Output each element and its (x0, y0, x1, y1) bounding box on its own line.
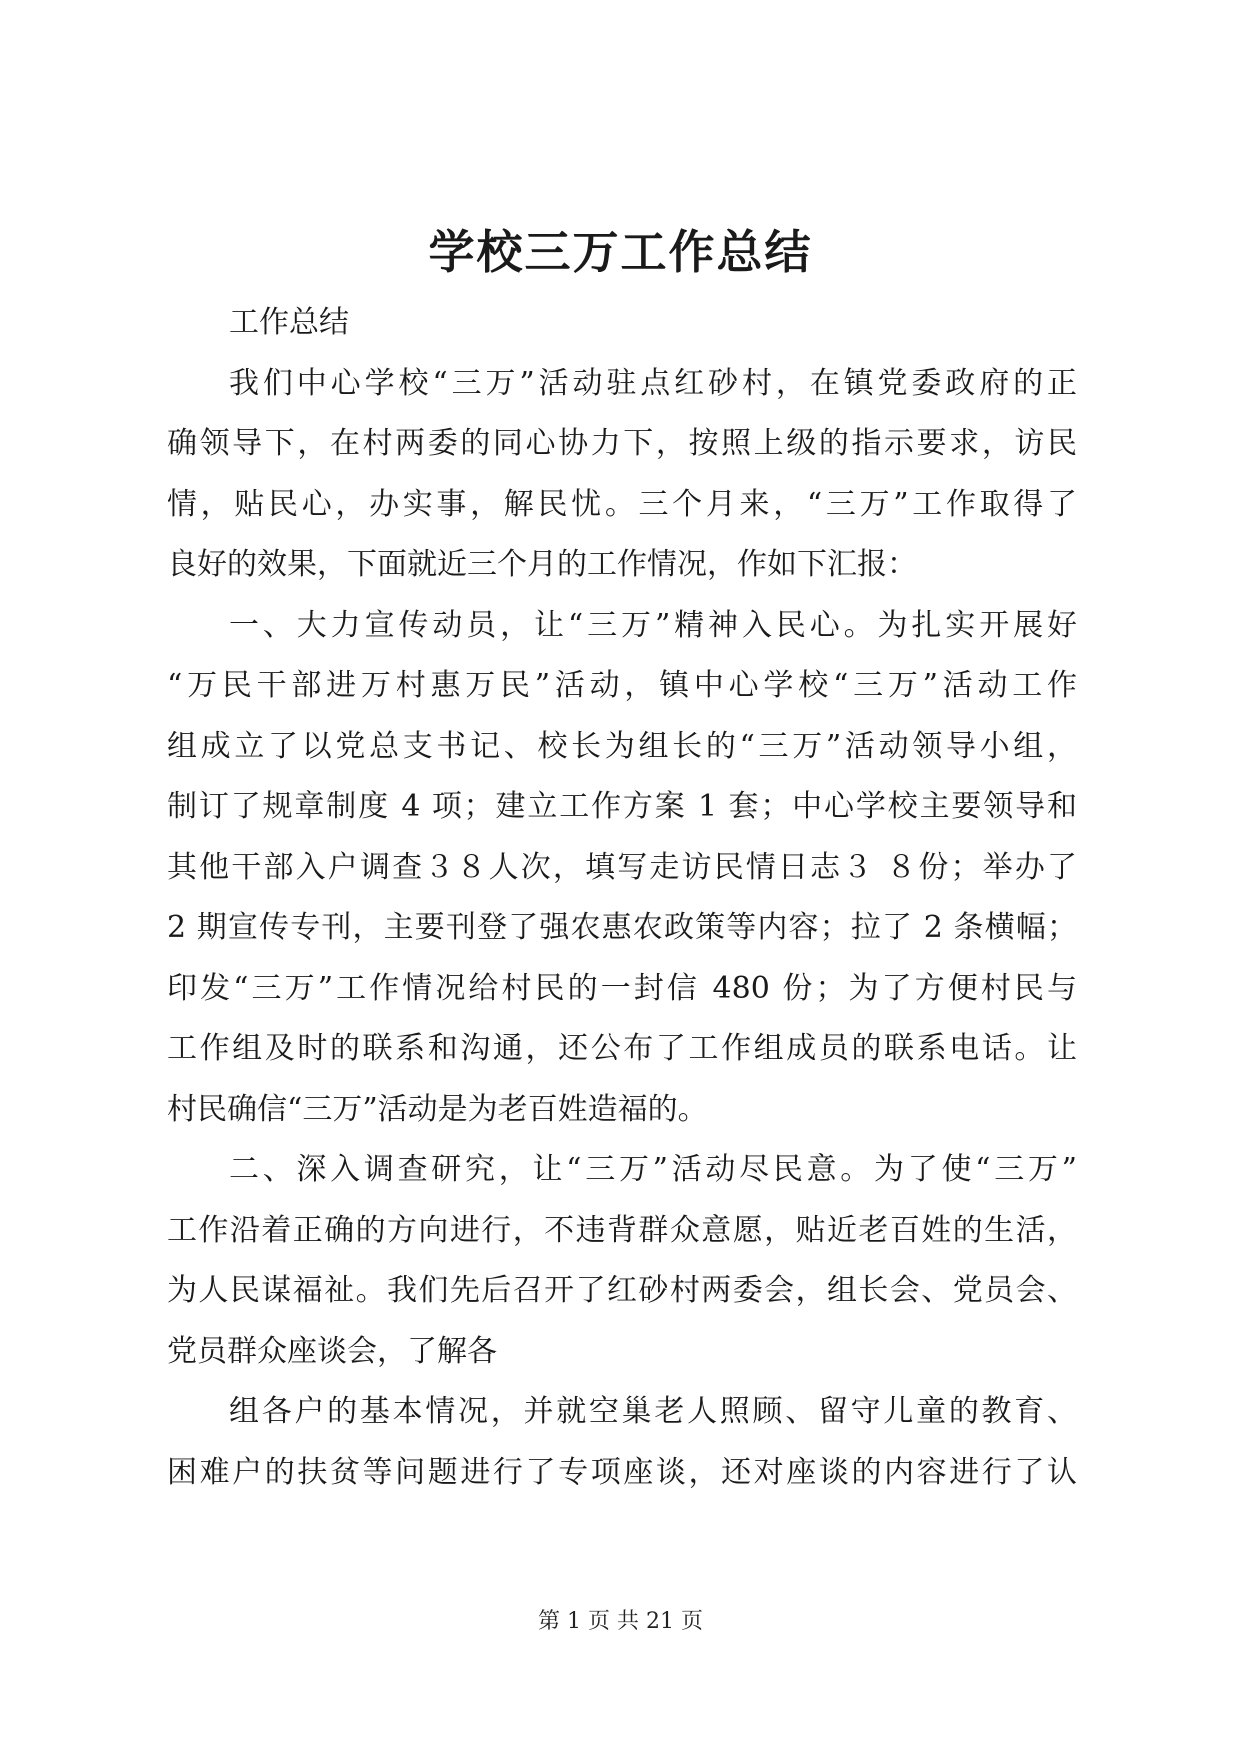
paragraph-line: 印发“三万”工作情况给村民的一封信 480 份；为了方便村民与 (167, 970, 1077, 1006)
document-body (167, 293, 1077, 1503)
paragraph-line: 工作沿着正确的方向进行，不违背群众意愿，贴近老百姓的生活， (167, 1212, 1077, 1248)
paragraph-line: “万民干部进万村惠万民”活动，镇中心学校“三万”活动工作 (167, 668, 1077, 703)
document-title: 学校三万工作总结 (428, 225, 813, 279)
section-heading: 工作总结 (229, 305, 349, 340)
paragraph-line: 一、大力宣传动员，让“三万”精神入民心。为扎实开展好 (229, 607, 1077, 643)
paragraph-line: 为人民谋福祉。我们先后召开了红砂村两委会，组长会、党员会、 (167, 1273, 1077, 1308)
paragraph-line: 村民确信“三万”活动是为老百姓造福的。 (167, 1091, 708, 1127)
page-footer: 第 1 页 共 21 页 (538, 1609, 703, 1634)
paragraph-line: 确领导下，在村两委的同心协力下，按照上级的指示要求，访民 (167, 426, 1077, 461)
paragraph-line: 工作组及时的联系和沟通，还公布了工作组成员的联系电话。让 (167, 1031, 1077, 1066)
paragraph-line: 情，贴民心，办实事，解民忧。三个月来，“三万”工作取得了 (167, 486, 1077, 522)
paragraph-line: 困难户的扶贫等问题进行了专项座谈，还对座谈的内容进行了认 (167, 1454, 1077, 1490)
paragraph-line: 其他干部入户调查３８人次，填写走访民情日志３ ８份；举办了 (167, 849, 1077, 885)
paragraph-line: 制订了规章制度 4 项；建立工作方案 1 套；中心学校主要领导和 (167, 789, 1077, 824)
paragraph-line: 2 期宣传专刊，主要刊登了强农惠农政策等内容；拉了 2 条横幅； (167, 910, 1077, 945)
paragraph-line: 良好的效果，下面就近三个月的工作情况，作如下汇报： (167, 547, 917, 582)
paragraph-line: 我们中心学校“三万”活动驻点红砂村，在镇党委政府的正 (229, 365, 1077, 401)
paragraph-line: 组成立了以党总支书记、校长为组长的“三万”活动领导小组， (167, 728, 1077, 764)
paragraph-line: 党员群众座谈会，了解各 (167, 1333, 497, 1369)
paragraph-line: 组各户的基本情况，并就空巢老人照顾、留守儿童的教育、 (229, 1394, 1077, 1429)
paragraph-line: 二、深入调查研究，让“三万”活动尽民意。为了使“三万” (229, 1152, 1077, 1187)
